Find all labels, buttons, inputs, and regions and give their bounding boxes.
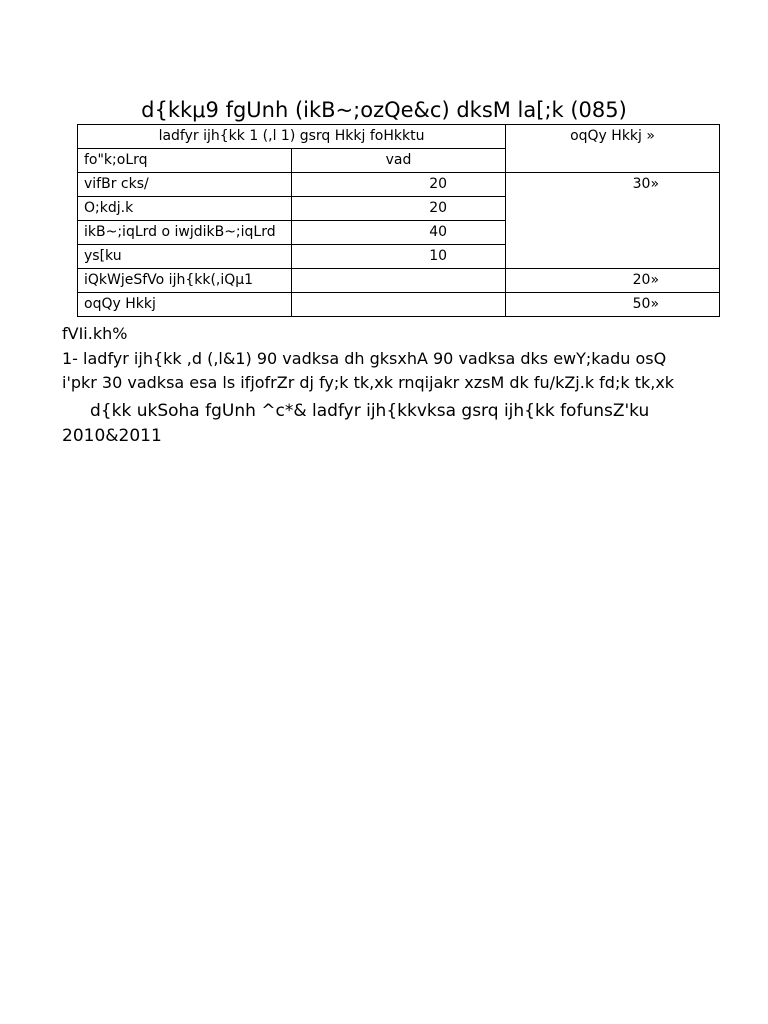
group-percent: 30»	[506, 173, 720, 269]
subheader-subject: fo"k;oLrq	[78, 149, 292, 173]
total-percent: 50»	[506, 293, 720, 317]
subheader-marks: vad	[292, 149, 506, 173]
assessment-label: iQkWjeSfVo ijh{kk(,iQμ1	[78, 269, 292, 293]
table-row	[78, 173, 720, 197]
table-header-row	[78, 125, 720, 149]
note-1: 1- ladfyr ijh{kk ,d (,l&1) 90 vadksa dh gksxhA 90 vadksa dks ewY;kadu osQ i'pkr 30 vadksa esa ls ifjofrZr dj fy;k tk,xk rnqijakr xzsM dk fu/kZj.k fd;k tk,xk	[62, 348, 675, 392]
row-label: vifBr cks/	[78, 173, 292, 197]
notes-heading: fVIi.kh%	[62, 324, 128, 343]
page-title: d{kkμ9 fgUnh (ikB~;ozQe&c) dksM la[;k (085)	[141, 98, 627, 122]
row-label: ikB~;iqLrd o iwjdikB~;iqLrd	[78, 221, 292, 245]
table-header-total: oqQy Hkkj »	[506, 125, 720, 173]
row-marks: 40	[292, 221, 506, 245]
row-label: O;kdj.k	[78, 197, 292, 221]
total-marks	[292, 293, 506, 317]
exam-spec-text: d{kk ukSoha fgUnh ^c*& ladfyr ijh{kkvksa gsrq ijh{kk fofunsZ'ku 2010&2011	[62, 400, 650, 446]
row-label: ys[ku	[78, 245, 292, 269]
table-header-main: ladfyr ijh{kk 1 (,l 1) gsrq Hkkj foHkktu	[78, 125, 506, 149]
total-label: oqQy Hkkj	[78, 293, 292, 317]
row-marks: 20	[292, 173, 506, 197]
assessment-marks	[292, 269, 506, 293]
notes-section	[62, 322, 702, 449]
row-marks: 10	[292, 245, 506, 269]
assessment-row	[78, 269, 720, 293]
marks-distribution-table	[77, 124, 720, 317]
row-marks: 20	[292, 197, 506, 221]
total-row	[78, 293, 720, 317]
assessment-percent: 20»	[506, 269, 720, 293]
exam-spec-paragraph	[62, 399, 702, 449]
